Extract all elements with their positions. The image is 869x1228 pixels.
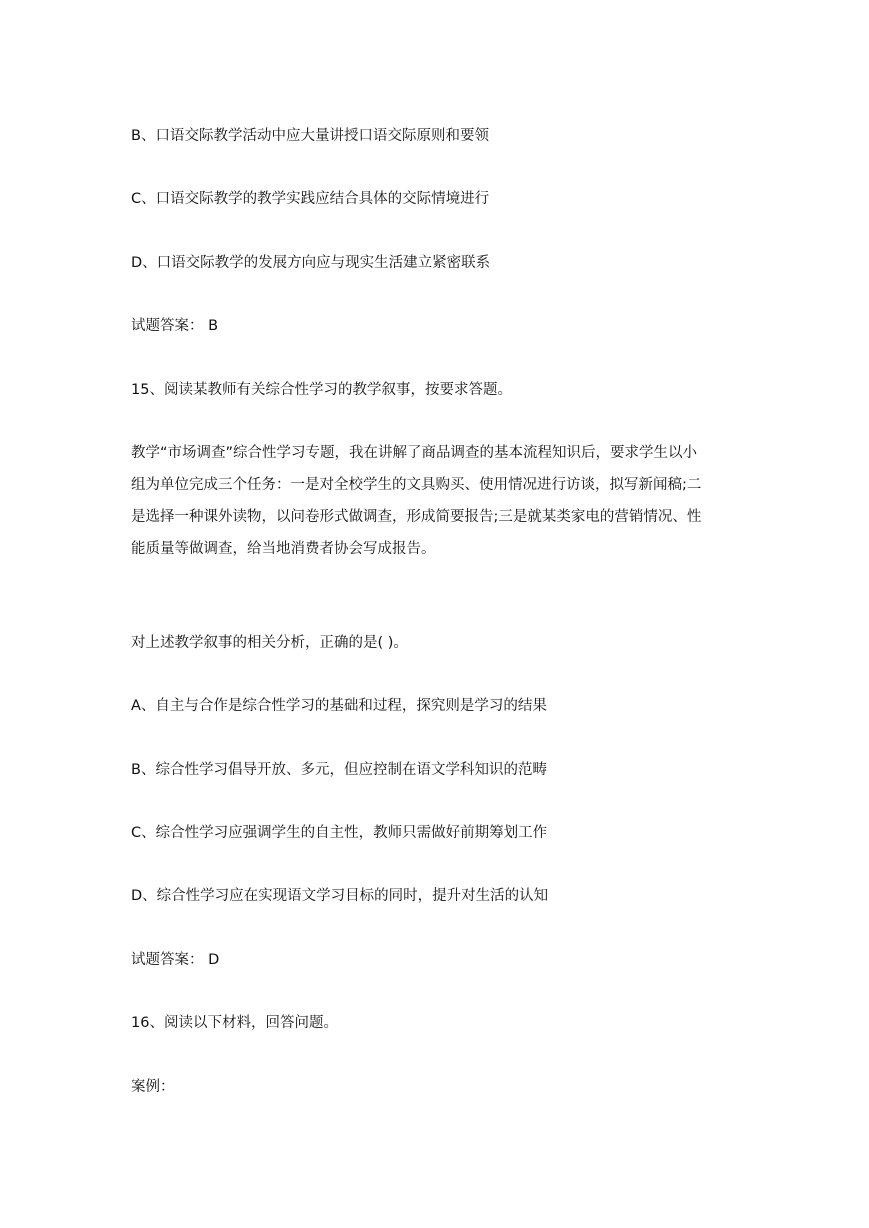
q14-answer: 试题答案： B: [131, 318, 219, 334]
q15-option-a: A、自主与合作是综合性学习的基础和过程，探究则是学习的结果: [131, 698, 547, 714]
q16-case-label: 案例：: [131, 1079, 175, 1095]
q15-stem: 15、阅读某教师有关综合性学习的教学叙事，按要求答题。: [131, 382, 512, 398]
q15-answer: 试题答案： D: [131, 952, 220, 968]
q14-option-b: B、口语交际教学活动中应大量讲授口语交际原则和要领: [131, 128, 489, 144]
q15-material-line: 能质量等做调查，给当地消费者协会写成报告。: [131, 541, 436, 557]
q15-material-line: 教学“市场调查”综合性学习专题，我在讲解了商品调查的基本流程知识后，要求学生以小: [131, 445, 698, 461]
q15-option-c: C、综合性学习应强调学生的自主性，教师只需做好前期筹划工作: [131, 825, 548, 841]
q16-stem: 16、阅读以下材料，回答问题。: [131, 1015, 338, 1031]
q15-material: [131, 443, 741, 571]
q14-option-c: C、口语交际教学的教学实践应结合具体的交际情境进行: [131, 191, 490, 207]
q15-option-b: B、综合性学习倡导开放、多元，但应控制在语文学科知识的范畴: [131, 762, 547, 778]
q15-material-line: 组为单位完成三个任务：一是对全校学生的文具购买、使用情况进行访谈，拟写新闻稿;二: [131, 477, 702, 493]
q15-option-d: D、综合性学习应在实现语文学习目标的同时，提升对生活的认知: [131, 888, 549, 904]
q15-question: 对上述教学叙事的相关分析，正确的是( )。: [131, 635, 408, 651]
q14-option-d: D、口语交际教学的发展方向应与现实生活建立紧密联系: [131, 255, 491, 271]
q15-material-line: 是选择一种课外读物，以问卷形式做调查，形成简要报告;三是就某类家电的营销情况、性: [131, 509, 702, 525]
